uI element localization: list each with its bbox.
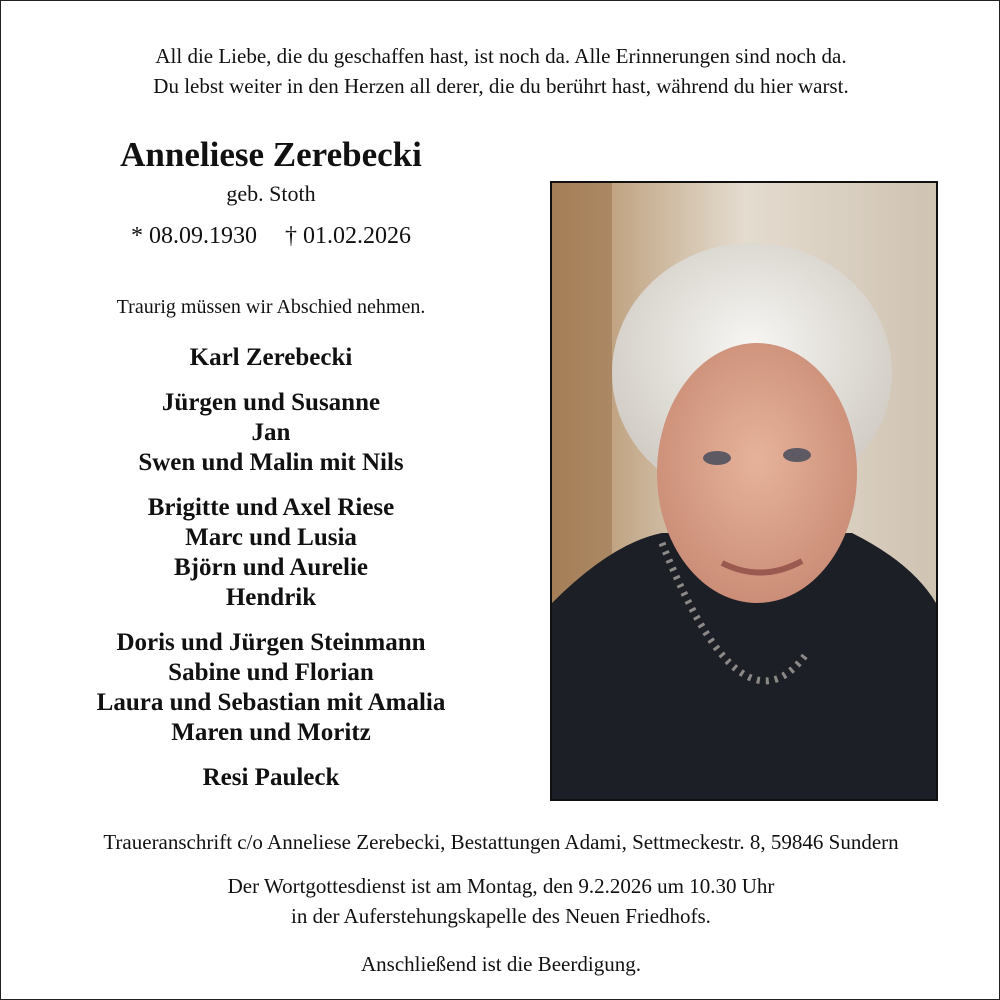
mourner-name: Jan bbox=[251, 419, 291, 446]
mourning-address: Traueranschrift c/o Anneliese Zerebecki, Bestattungen Adami, Settmeckestr. 8, 59846 Sundern bbox=[103, 830, 899, 854]
farewell-intro: Traurig müssen wir Abschied nehmen. bbox=[116, 296, 426, 318]
portrait-image bbox=[552, 183, 936, 799]
mourner-name: Swen und Malin mit Nils bbox=[138, 449, 404, 476]
quote-line-2: Du lebst weiter in den Herzen all derer, die du berührt hast, während du hier warst. bbox=[153, 74, 849, 98]
mourner-name: Björn und Aurelie bbox=[173, 554, 369, 581]
mourner-group bbox=[41, 343, 501, 373]
mourner-group bbox=[41, 493, 501, 613]
mourner-name: Karl Zerebecki bbox=[189, 344, 353, 371]
mourner-name: Brigitte und Axel Riese bbox=[147, 494, 395, 521]
birth-date: * 08.09.1930 bbox=[131, 223, 257, 249]
memorial-quote bbox=[1, 41, 1000, 101]
deceased-name: Anneliese Zerebecki bbox=[120, 135, 422, 174]
maiden-name: geb. Stoth bbox=[226, 181, 316, 206]
mourner-group bbox=[41, 763, 501, 793]
mourner-name: Maren und Moritz bbox=[171, 719, 371, 746]
portrait-photo bbox=[550, 181, 938, 801]
mourner-name: Jürgen und Susanne bbox=[161, 389, 381, 416]
mourner-group bbox=[41, 388, 501, 478]
life-dates bbox=[41, 220, 501, 252]
death-date: † 01.02.2026 bbox=[285, 223, 411, 249]
quote-line-1: All die Liebe, die du geschaffen hast, ist noch da. Alle Erinnerungen sind noch da. bbox=[155, 44, 847, 68]
service-info bbox=[1, 871, 1000, 931]
mourner-name: Marc und Lusia bbox=[185, 524, 357, 551]
mourner-name: Sabine und Florian bbox=[168, 659, 374, 686]
mourner-name: Hendrik bbox=[225, 584, 317, 611]
mourner-group bbox=[41, 628, 501, 748]
mourner-name: Doris und Jürgen Steinmann bbox=[116, 629, 426, 656]
service-line-2: in der Auferstehungskapelle des Neuen Friedhofs. bbox=[291, 904, 711, 928]
service-line-1: Der Wortgottesdienst ist am Montag, den 9.2.2026 um 10.30 Uhr bbox=[227, 874, 775, 898]
mourner-name: Laura und Sebastian mit Amalia bbox=[96, 689, 446, 716]
mourners-list bbox=[41, 343, 501, 808]
mourner-name: Resi Pauleck bbox=[202, 764, 340, 791]
burial-note: Anschließend ist die Beerdigung. bbox=[361, 952, 641, 976]
